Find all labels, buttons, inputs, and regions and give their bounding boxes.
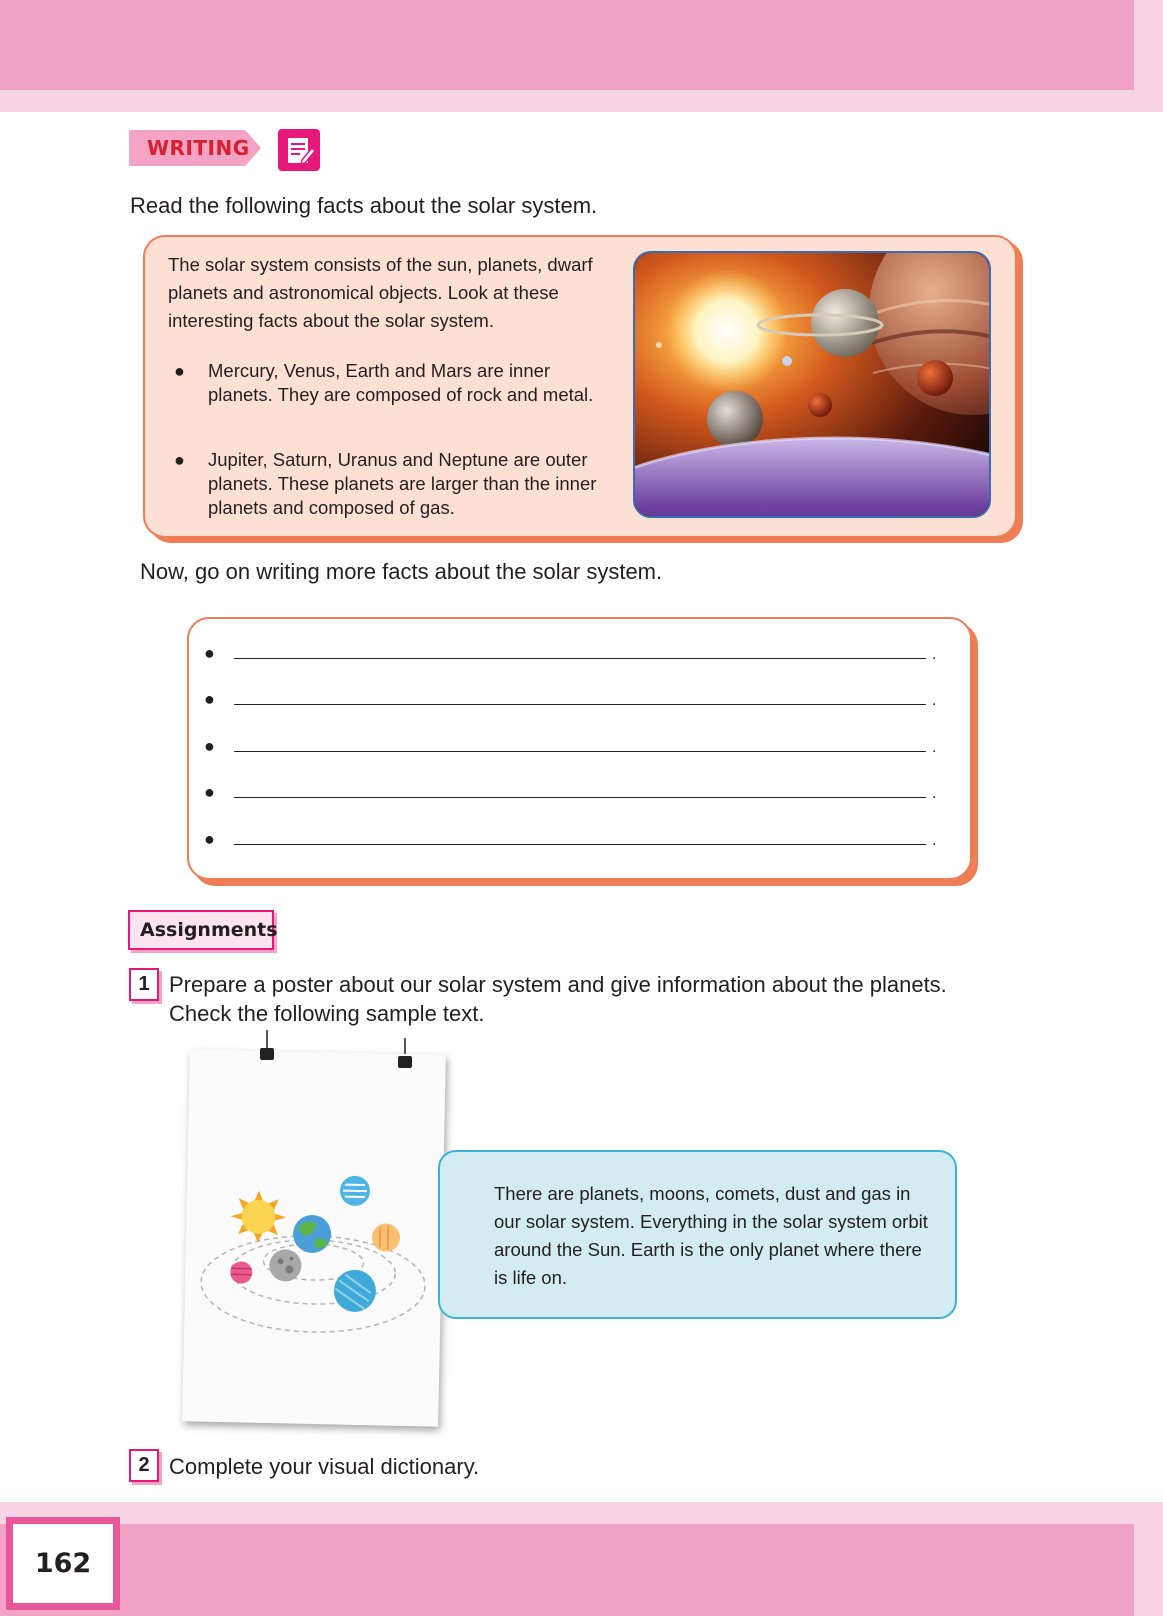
fact-text: Jupiter, Saturn, Uranus and Neptune are outer planets. These planets are larger than the inner planets and composed of gas. — [208, 449, 597, 518]
writing-section-tag — [129, 130, 261, 166]
answer-line[interactable] — [234, 704, 926, 705]
solar-system-poster-illustration — [180, 1030, 460, 1430]
assignment-number: 1 — [129, 968, 159, 1001]
binder-clip-icon — [398, 1056, 412, 1068]
writing-line[interactable] — [204, 689, 944, 713]
bullet-icon: ● — [174, 450, 185, 470]
sample-text: There are planets, moons, comets, dust and gas in our solar system. Everything in the solar system orbit around the Sun. Earth is the only planet where there is life on. — [494, 1183, 928, 1288]
fact-text: Mercury, Venus, Earth and Mars are inner planets. They are composed of rock and metal. — [208, 360, 594, 405]
answer-line[interactable] — [234, 844, 926, 845]
footer-side-strip — [1134, 1502, 1163, 1616]
assignments-title: Assignments — [140, 919, 278, 941]
bullet-icon: ● — [174, 361, 185, 381]
page-number: 162 — [13, 1524, 113, 1603]
assignments-tag — [128, 910, 278, 950]
solar-system-photo — [633, 251, 991, 518]
bullet-icon: ● — [204, 736, 215, 756]
assignment-text: Complete your visual dictionary. — [169, 1454, 480, 1479]
page-number-box — [6, 1517, 120, 1610]
writing-line[interactable] — [204, 782, 944, 806]
header-side-strip — [1134, 0, 1163, 112]
writing-tag-label: WRITING — [147, 136, 250, 160]
assignment-text: Prepare a poster about our solar system and give information about the planets. Check the following sample text. — [169, 972, 947, 1026]
footer-band — [0, 1524, 1134, 1616]
poster-sheet — [182, 1049, 446, 1426]
bullet-icon: ● — [204, 782, 215, 802]
header-band-light — [0, 90, 1134, 112]
line-period: . — [932, 785, 937, 802]
writing-line[interactable] — [204, 736, 944, 760]
fact-item — [174, 448, 614, 520]
answer-line[interactable] — [234, 797, 926, 798]
read-instruction: Read the following facts about the solar system. — [130, 193, 598, 218]
write-instruction: Now, go on writing more facts about the solar system. — [140, 559, 663, 584]
line-period: . — [932, 832, 937, 849]
facts-intro-text: The solar system consists of the sun, planets, dwarf planets and astronomical objects. Look at these interesting facts about the solar system. — [168, 254, 593, 331]
assignment-number: 2 — [129, 1449, 159, 1482]
bullet-icon: ● — [204, 689, 215, 709]
bullet-icon: ● — [204, 829, 215, 849]
binder-clip-icon — [260, 1048, 274, 1060]
notebook-pencil-icon — [278, 129, 320, 171]
footer-band-light — [0, 1502, 1134, 1524]
line-period: . — [932, 739, 937, 756]
answer-line[interactable] — [234, 751, 926, 752]
answer-line[interactable] — [234, 658, 926, 659]
line-period: . — [932, 692, 937, 709]
line-period: . — [932, 646, 937, 663]
bullet-icon: ● — [204, 643, 215, 663]
writing-line[interactable] — [204, 829, 944, 853]
writing-line[interactable] — [204, 643, 944, 667]
fact-item — [174, 359, 614, 407]
header-band — [0, 0, 1134, 90]
